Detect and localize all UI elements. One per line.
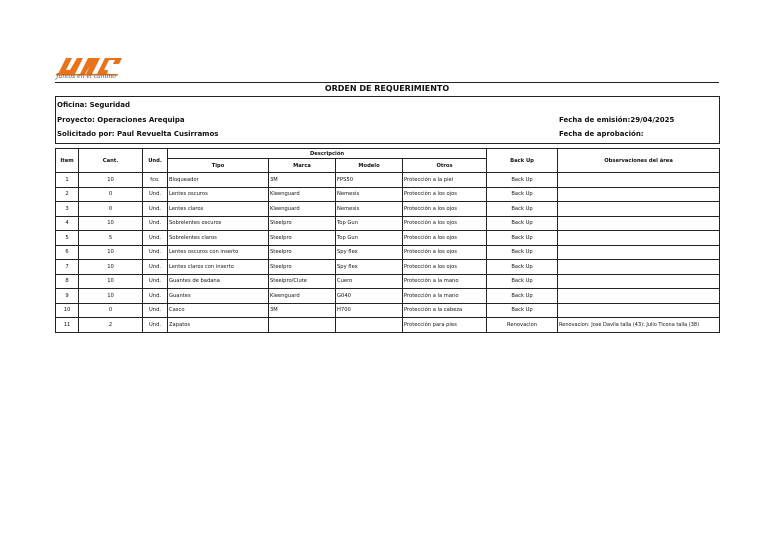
- cell-und: Und.: [143, 303, 168, 318]
- table-header-row: [56, 149, 720, 159]
- table-row: [56, 187, 720, 202]
- cell-obs: [558, 274, 720, 289]
- cell-tipo: Lentes claros: [168, 202, 269, 217]
- header-modelo: Modelo: [336, 159, 403, 173]
- requirements-table: [55, 148, 720, 333]
- cell-backup: Renovacion: [487, 318, 558, 333]
- table-row: [56, 303, 720, 318]
- cell-otros: Protección a la mano: [403, 274, 487, 289]
- cell-item: 8: [56, 274, 79, 289]
- cell-obs: Renovacion: Jose Davila talla (43): Julio Ticona talla (38): [558, 318, 720, 333]
- cell-backup: Back Up: [487, 260, 558, 275]
- cell-otros: Protección a los ojos: [403, 260, 487, 275]
- cell-und: fco.: [143, 173, 168, 188]
- cell-modelo: Nemesis: [336, 202, 403, 217]
- cell-tipo: Guantes de badana: [168, 274, 269, 289]
- cell-item: 2: [56, 187, 79, 202]
- cell-backup: Back Up: [487, 274, 558, 289]
- cell-und: Und.: [143, 260, 168, 275]
- cell-marca: Kleenguard: [269, 202, 336, 217]
- cell-item: 5: [56, 231, 79, 246]
- cell-otros: Protección a los ojos: [403, 202, 487, 217]
- header-rule: [55, 82, 719, 83]
- table-row: [56, 173, 720, 188]
- cell-cant: 0: [79, 303, 143, 318]
- cell-tipo: Lentes claros con inserto: [168, 260, 269, 275]
- header-item: Item: [56, 149, 79, 173]
- cell-otros: Protección a la cabeza: [403, 303, 487, 318]
- cell-marca: Kleenguard: [269, 289, 336, 304]
- cell-item: 4: [56, 216, 79, 231]
- cell-obs: [558, 216, 720, 231]
- cell-modelo: [336, 318, 403, 333]
- cell-marca: 3M: [269, 303, 336, 318]
- table-row: [56, 289, 720, 304]
- cell-backup: Back Up: [487, 216, 558, 231]
- cell-tipo: Lentes oscuros: [168, 187, 269, 202]
- cell-item: 11: [56, 318, 79, 333]
- cell-modelo: Top Gun: [336, 216, 403, 231]
- cell-tipo: Sobrelentes oscuros: [168, 216, 269, 231]
- cell-tipo: Casco: [168, 303, 269, 318]
- cell-cant: 10: [79, 289, 143, 304]
- header-descripcion: Descripción: [168, 149, 487, 159]
- cell-backup: Back Up: [487, 187, 558, 202]
- cell-backup: Back Up: [487, 303, 558, 318]
- proyecto-label: Proyecto: Operaciones Arequipa: [57, 116, 185, 124]
- cell-cant: 10: [79, 274, 143, 289]
- table-row: [56, 231, 720, 246]
- cell-modelo: FPS50: [336, 173, 403, 188]
- cell-modelo: G040: [336, 289, 403, 304]
- cell-marca: Steelpro: [269, 245, 336, 260]
- cell-item: 1: [56, 173, 79, 188]
- oficina-label: Oficina: Seguridad: [57, 101, 131, 109]
- cell-backup: Back Up: [487, 173, 558, 188]
- cell-backup: Back Up: [487, 289, 558, 304]
- fecha-emision-label: Fecha de emisión:29/04/2025: [559, 116, 675, 124]
- cell-und: Und.: [143, 187, 168, 202]
- header-backup: Back Up: [487, 149, 558, 173]
- cell-item: 7: [56, 260, 79, 275]
- cell-backup: Back Up: [487, 202, 558, 217]
- cell-und: Und.: [143, 216, 168, 231]
- cell-otros: Protección a los ojos: [403, 187, 487, 202]
- cell-marca: Steelpro: [269, 260, 336, 275]
- cell-obs: [558, 187, 720, 202]
- cell-tipo: Guantes: [168, 289, 269, 304]
- cell-backup: Back Up: [487, 231, 558, 246]
- cell-modelo: Top Gun: [336, 231, 403, 246]
- table-row: [56, 318, 720, 333]
- cell-marca: Steelpro/Clute: [269, 274, 336, 289]
- cell-und: Und.: [143, 245, 168, 260]
- cell-cant: 10: [79, 173, 143, 188]
- cell-obs: [558, 202, 720, 217]
- logo-tagline: Juntos en el camino: [56, 73, 116, 80]
- cell-obs: [558, 231, 720, 246]
- cell-cant: 2: [79, 318, 143, 333]
- cell-tipo: Zapatos: [168, 318, 269, 333]
- header-otros: Otros: [403, 159, 487, 173]
- cell-tipo: Lentes oscuros con inserto: [168, 245, 269, 260]
- table-row: [56, 274, 720, 289]
- cell-tipo: Bloqueador: [168, 173, 269, 188]
- cell-cant: 10: [79, 260, 143, 275]
- table-row: [56, 202, 720, 217]
- cell-otros: Protección a los ojos: [403, 245, 487, 260]
- cell-item: 3: [56, 202, 79, 217]
- solicitado-label: Solicitado por: Paul Revuelta Cusirramos: [57, 130, 219, 138]
- header-observaciones: Observaciones del área: [558, 149, 720, 173]
- cell-cant: 10: [79, 245, 143, 260]
- header-marca: Marca: [269, 159, 336, 173]
- cell-marca: Steelpro: [269, 231, 336, 246]
- table-row: [56, 245, 720, 260]
- header-und: Und.: [143, 149, 168, 173]
- table-row: [56, 260, 720, 275]
- cell-modelo: Nemesis: [336, 187, 403, 202]
- cell-backup: Back Up: [487, 245, 558, 260]
- cell-cant: 5: [79, 231, 143, 246]
- cell-cant: 0: [79, 202, 143, 217]
- cell-marca: 3M: [269, 173, 336, 188]
- fecha-aprobacion-label: Fecha de aprobación:: [559, 130, 644, 138]
- cell-obs: [558, 303, 720, 318]
- cell-item: 6: [56, 245, 79, 260]
- cell-otros: Protección para pies: [403, 318, 487, 333]
- cell-obs: [558, 289, 720, 304]
- cell-und: Und.: [143, 202, 168, 217]
- cell-obs: [558, 245, 720, 260]
- cell-marca: Steelpro: [269, 216, 336, 231]
- table-row: [56, 216, 720, 231]
- cell-und: Und.: [143, 231, 168, 246]
- header-cant: Cant.: [79, 149, 143, 173]
- cell-modelo: Spy flex: [336, 245, 403, 260]
- cell-und: Und.: [143, 289, 168, 304]
- cell-marca: Kleenguard: [269, 187, 336, 202]
- cell-tipo: Sobrelentes claros: [168, 231, 269, 246]
- cell-otros: Protección a los ojos: [403, 231, 487, 246]
- cell-otros: Protección a los ojos: [403, 216, 487, 231]
- cell-cant: 0: [79, 187, 143, 202]
- cell-und: Und.: [143, 318, 168, 333]
- cell-und: Und.: [143, 274, 168, 289]
- cell-cant: 10: [79, 216, 143, 231]
- header-tipo: Tipo: [168, 159, 269, 173]
- cell-modelo: H700: [336, 303, 403, 318]
- cell-item: 9: [56, 289, 79, 304]
- cell-otros: Protección a la mano: [403, 289, 487, 304]
- cell-obs: [558, 173, 720, 188]
- cell-modelo: Cuero: [336, 274, 403, 289]
- document-title: ORDEN DE REQUERIMIENTO: [324, 84, 450, 93]
- cell-item: 10: [56, 303, 79, 318]
- info-box: [55, 96, 720, 144]
- cell-otros: Protección a la piel: [403, 173, 487, 188]
- cell-obs: [558, 260, 720, 275]
- cell-marca: [269, 318, 336, 333]
- cell-modelo: Spy flex: [336, 260, 403, 275]
